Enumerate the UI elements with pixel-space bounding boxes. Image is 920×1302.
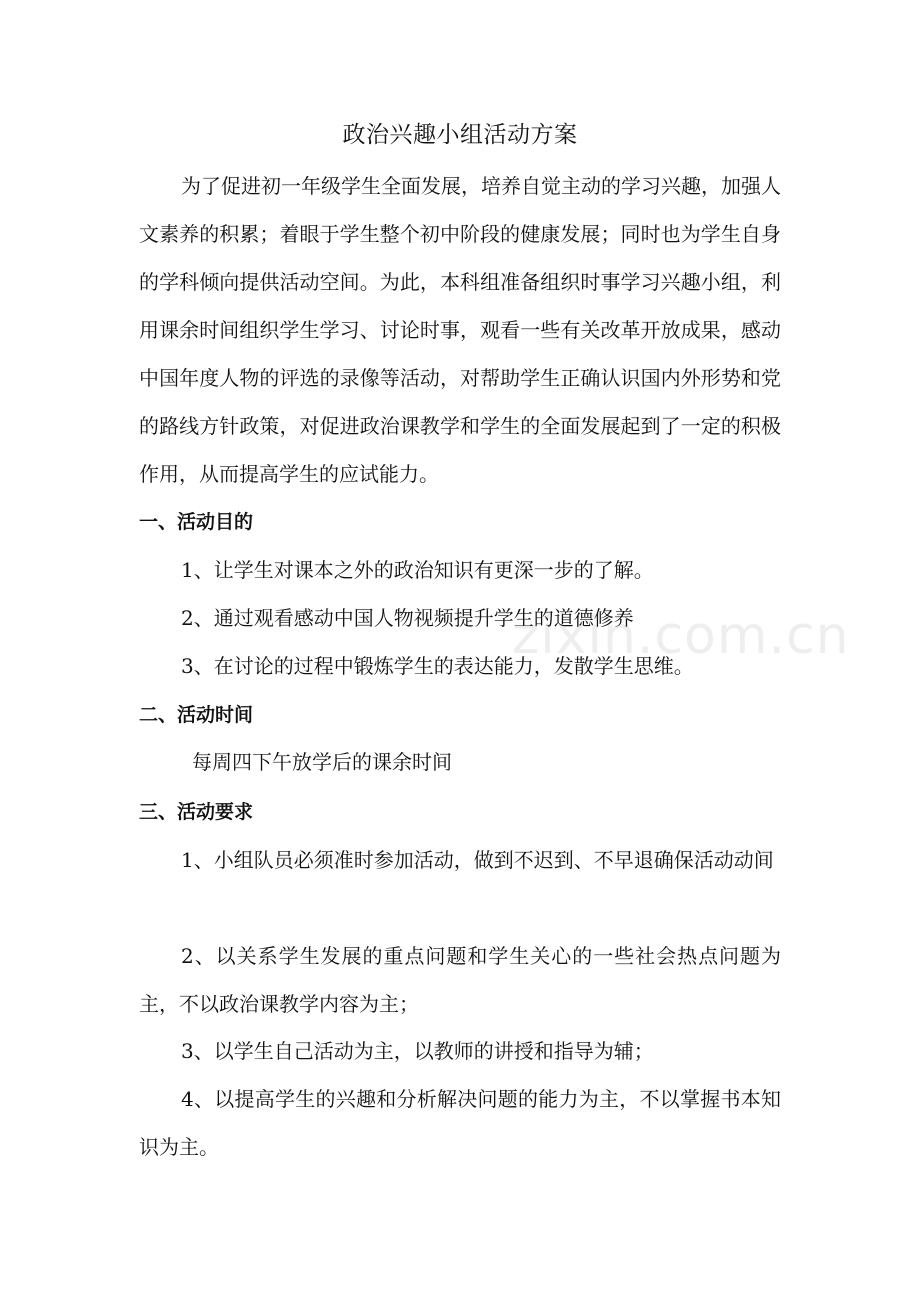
- section-heading-requirements: 三、活动要求: [139, 801, 254, 823]
- section-heading-purpose: 一、活动目的: [139, 511, 254, 533]
- document-title: 政治兴趣小组活动方案: [342, 122, 578, 148]
- section-heading-time: 二、活动时间: [139, 704, 254, 726]
- requirement-item-3: 3、以学生自己活动为主，以教师的讲授和指导为辅；: [181, 1039, 654, 1063]
- watermark: zixin.com.cn: [512, 606, 850, 666]
- purpose-item-1: 1、让学生对课本之外的政治知识有更深一步的了解。: [181, 558, 654, 582]
- requirement-item-4: 4、以提高学生的兴趣和分析解决问题的能力为主，不以掌握书本知识为主。: [139, 1087, 781, 1159]
- time-item-1: 每周四下午放学后的课余时间: [192, 750, 452, 774]
- purpose-item-3: 3、在讨论的过程中锻炼学生的表达能力，发散学生思维。: [181, 654, 694, 678]
- requirement-item-2: 2、以关系学生发展的重点问题和学生关心的一些社会热点问题为主，不以政治课教学内容为主；: [139, 944, 781, 1016]
- purpose-item-2: 2、通过观看感动中国人物视频提升学生的道德修养: [181, 606, 634, 630]
- requirement-item-1: 1、小组队员必须准时参加活动，做到不迟到、不早退确保活动动间: [181, 848, 774, 872]
- intro-paragraph: 为了促进初一年级学生全面发展，培养自觉主动的学习兴趣，加强人文素养的积累；着眼于学生整个初中阶段的健康发展；同时也为学生自身的学科倾向提供活动空间。为此，本科组准备组织时事学习兴趣小组，利用课余时间组织学生学习、讨论时事，观看一些有关改革开放成果，感动中国年度人物的评选的录像等活动，对帮助学生正确认识国内外形势和党的路线方针政策，对促进政治课教学和学生的全面发展起到了一定的积极作用，从而提高学生的应试能力。: [139, 174, 781, 486]
